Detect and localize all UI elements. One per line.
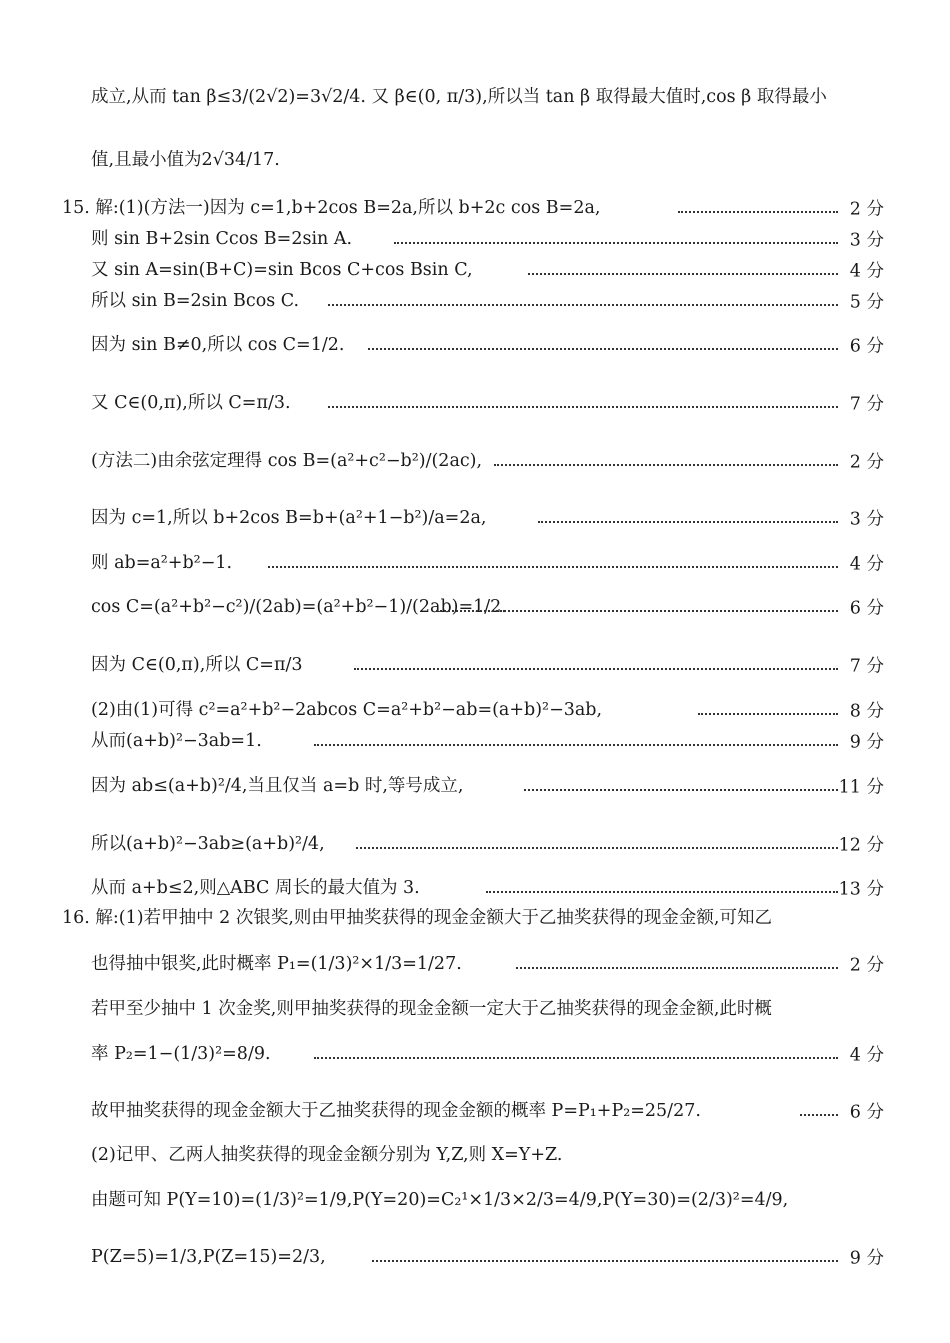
score-points: 9 分	[849, 732, 884, 753]
line-text: 因为 sin B≠0,所以 cos C=1/2.	[91, 335, 345, 355]
line-text: 故甲抽奖获得的现金金额大于乙抽奖获得的现金金额的概率 P=P₁+P₂=25/27.	[91, 1101, 701, 1121]
line-text: 率 P₂=1−(1/3)²=8/9.	[91, 1044, 271, 1064]
score-points: 13 分	[838, 879, 884, 900]
dot-leader	[486, 891, 838, 893]
dot-leader	[368, 348, 838, 350]
line-text: (2)由(1)可得 c²=a²+b²−2abcos C=a²+b²−ab=(a+b)²−3ab,	[91, 700, 603, 720]
line-text: 若甲至少抽中 1 次金奖,则甲抽奖获得的现金金额一定大于乙抽奖获得的现金金额,此时概	[91, 999, 772, 1019]
line-text: 又 sin A=sin(B+C)=sin Bcos C+cos Bsin C,	[91, 260, 473, 280]
dot-leader	[678, 211, 838, 213]
score-points: 11 分	[838, 777, 884, 798]
score-points: 4 分	[849, 261, 884, 282]
score-points: 7 分	[849, 394, 884, 415]
score-points: 8 分	[849, 701, 884, 722]
line-text: P(Z=5)=1/3,P(Z=15)=2/3,	[91, 1247, 326, 1267]
score-points: 9 分	[849, 1248, 884, 1269]
line-text: 因为 C∈(0,π),所以 C=π/3	[91, 655, 303, 675]
dot-leader	[524, 789, 838, 791]
line-text: 因为 c=1,所以 b+2cos B=b+(a²+1−b²)/a=2a,	[91, 508, 487, 528]
score-points: 4 分	[849, 1045, 884, 1066]
score-points: 6 分	[849, 336, 884, 357]
score-points: 2 分	[849, 955, 884, 976]
score-points: 2 分	[849, 452, 884, 473]
score-points: 5 分	[849, 292, 884, 313]
line-text: 值,且最小值为2√34/17.	[91, 150, 280, 170]
dot-leader	[698, 713, 838, 715]
dot-leader	[328, 304, 838, 306]
dot-leader	[372, 1260, 838, 1262]
score-points: 2 分	[849, 199, 884, 220]
dot-leader	[516, 967, 838, 969]
dot-leader	[538, 521, 838, 523]
dot-leader	[314, 1057, 838, 1059]
line-text: 因为 ab≤(a+b)²/4,当且仅当 a=b 时,等号成立,	[91, 776, 464, 796]
line-text: 15. 解:(1)(方法一)因为 c=1,b+2cos B=2a,所以 b+2c cos B=2a,	[62, 198, 601, 218]
line-text: (方法二)由余弦定理得 cos B=(a²+c²−b²)/(2ac),	[91, 451, 483, 471]
dot-leader	[394, 242, 838, 244]
line-text: 成立,从而 tan β≤3/(2√2)=3√2/4. 又 β∈(0, π/3),所以当 tan β 取得最大值时,cos β 取得最小	[91, 87, 827, 107]
line-text: 由题可知 P(Y=10)=(1/3)²=1/9,P(Y=20)=C₂¹×1/3×2/3=4/9,P(Y=30)=(2/3)²=4/9,	[91, 1190, 789, 1210]
score-points: 6 分	[849, 1102, 884, 1123]
dot-leader	[494, 464, 838, 466]
score-points: 6 分	[849, 598, 884, 619]
dot-leader	[354, 668, 838, 670]
score-points: 7 分	[849, 656, 884, 677]
line-text: (2)记甲、乙两人抽奖获得的现金金额分别为 Y,Z,则 X=Y+Z.	[91, 1145, 563, 1165]
dot-leader	[800, 1114, 838, 1116]
dot-leader	[528, 273, 838, 275]
dot-leader	[436, 610, 838, 612]
line-text: 又 C∈(0,π),所以 C=π/3.	[91, 393, 291, 413]
line-text: 所以 sin B=2sin Bcos C.	[91, 291, 300, 311]
score-points: 3 分	[849, 230, 884, 251]
dot-leader	[356, 847, 838, 849]
line-text: 所以(a+b)²−3ab≥(a+b)²/4,	[91, 834, 325, 854]
line-text: 从而 a+b≤2,则△ABC 周长的最大值为 3.	[91, 878, 420, 898]
score-points: 12 分	[838, 835, 884, 856]
score-points: 4 分	[849, 554, 884, 575]
line-text: 也得抽中银奖,此时概率 P₁=(1/3)²×1/3=1/27.	[91, 954, 462, 974]
dot-leader	[268, 566, 838, 568]
line-text: 则 sin B+2sin Ccos B=2sin A.	[91, 229, 353, 249]
score-points: 3 分	[849, 509, 884, 530]
line-text: 则 ab=a²+b²−1.	[91, 553, 233, 573]
dot-leader	[314, 744, 838, 746]
dot-leader	[328, 406, 838, 408]
line-text: 16. 解:(1)若甲抽中 2 次银奖,则由甲抽奖获得的现金金额大于乙抽奖获得的现金金额,可知乙	[62, 908, 772, 928]
line-text: cos C=(a²+b²−c²)/(2ab)=(a²+b²−1)/(2ab)=1/2.	[91, 597, 507, 617]
line-text: 从而(a+b)²−3ab=1.	[91, 731, 262, 751]
